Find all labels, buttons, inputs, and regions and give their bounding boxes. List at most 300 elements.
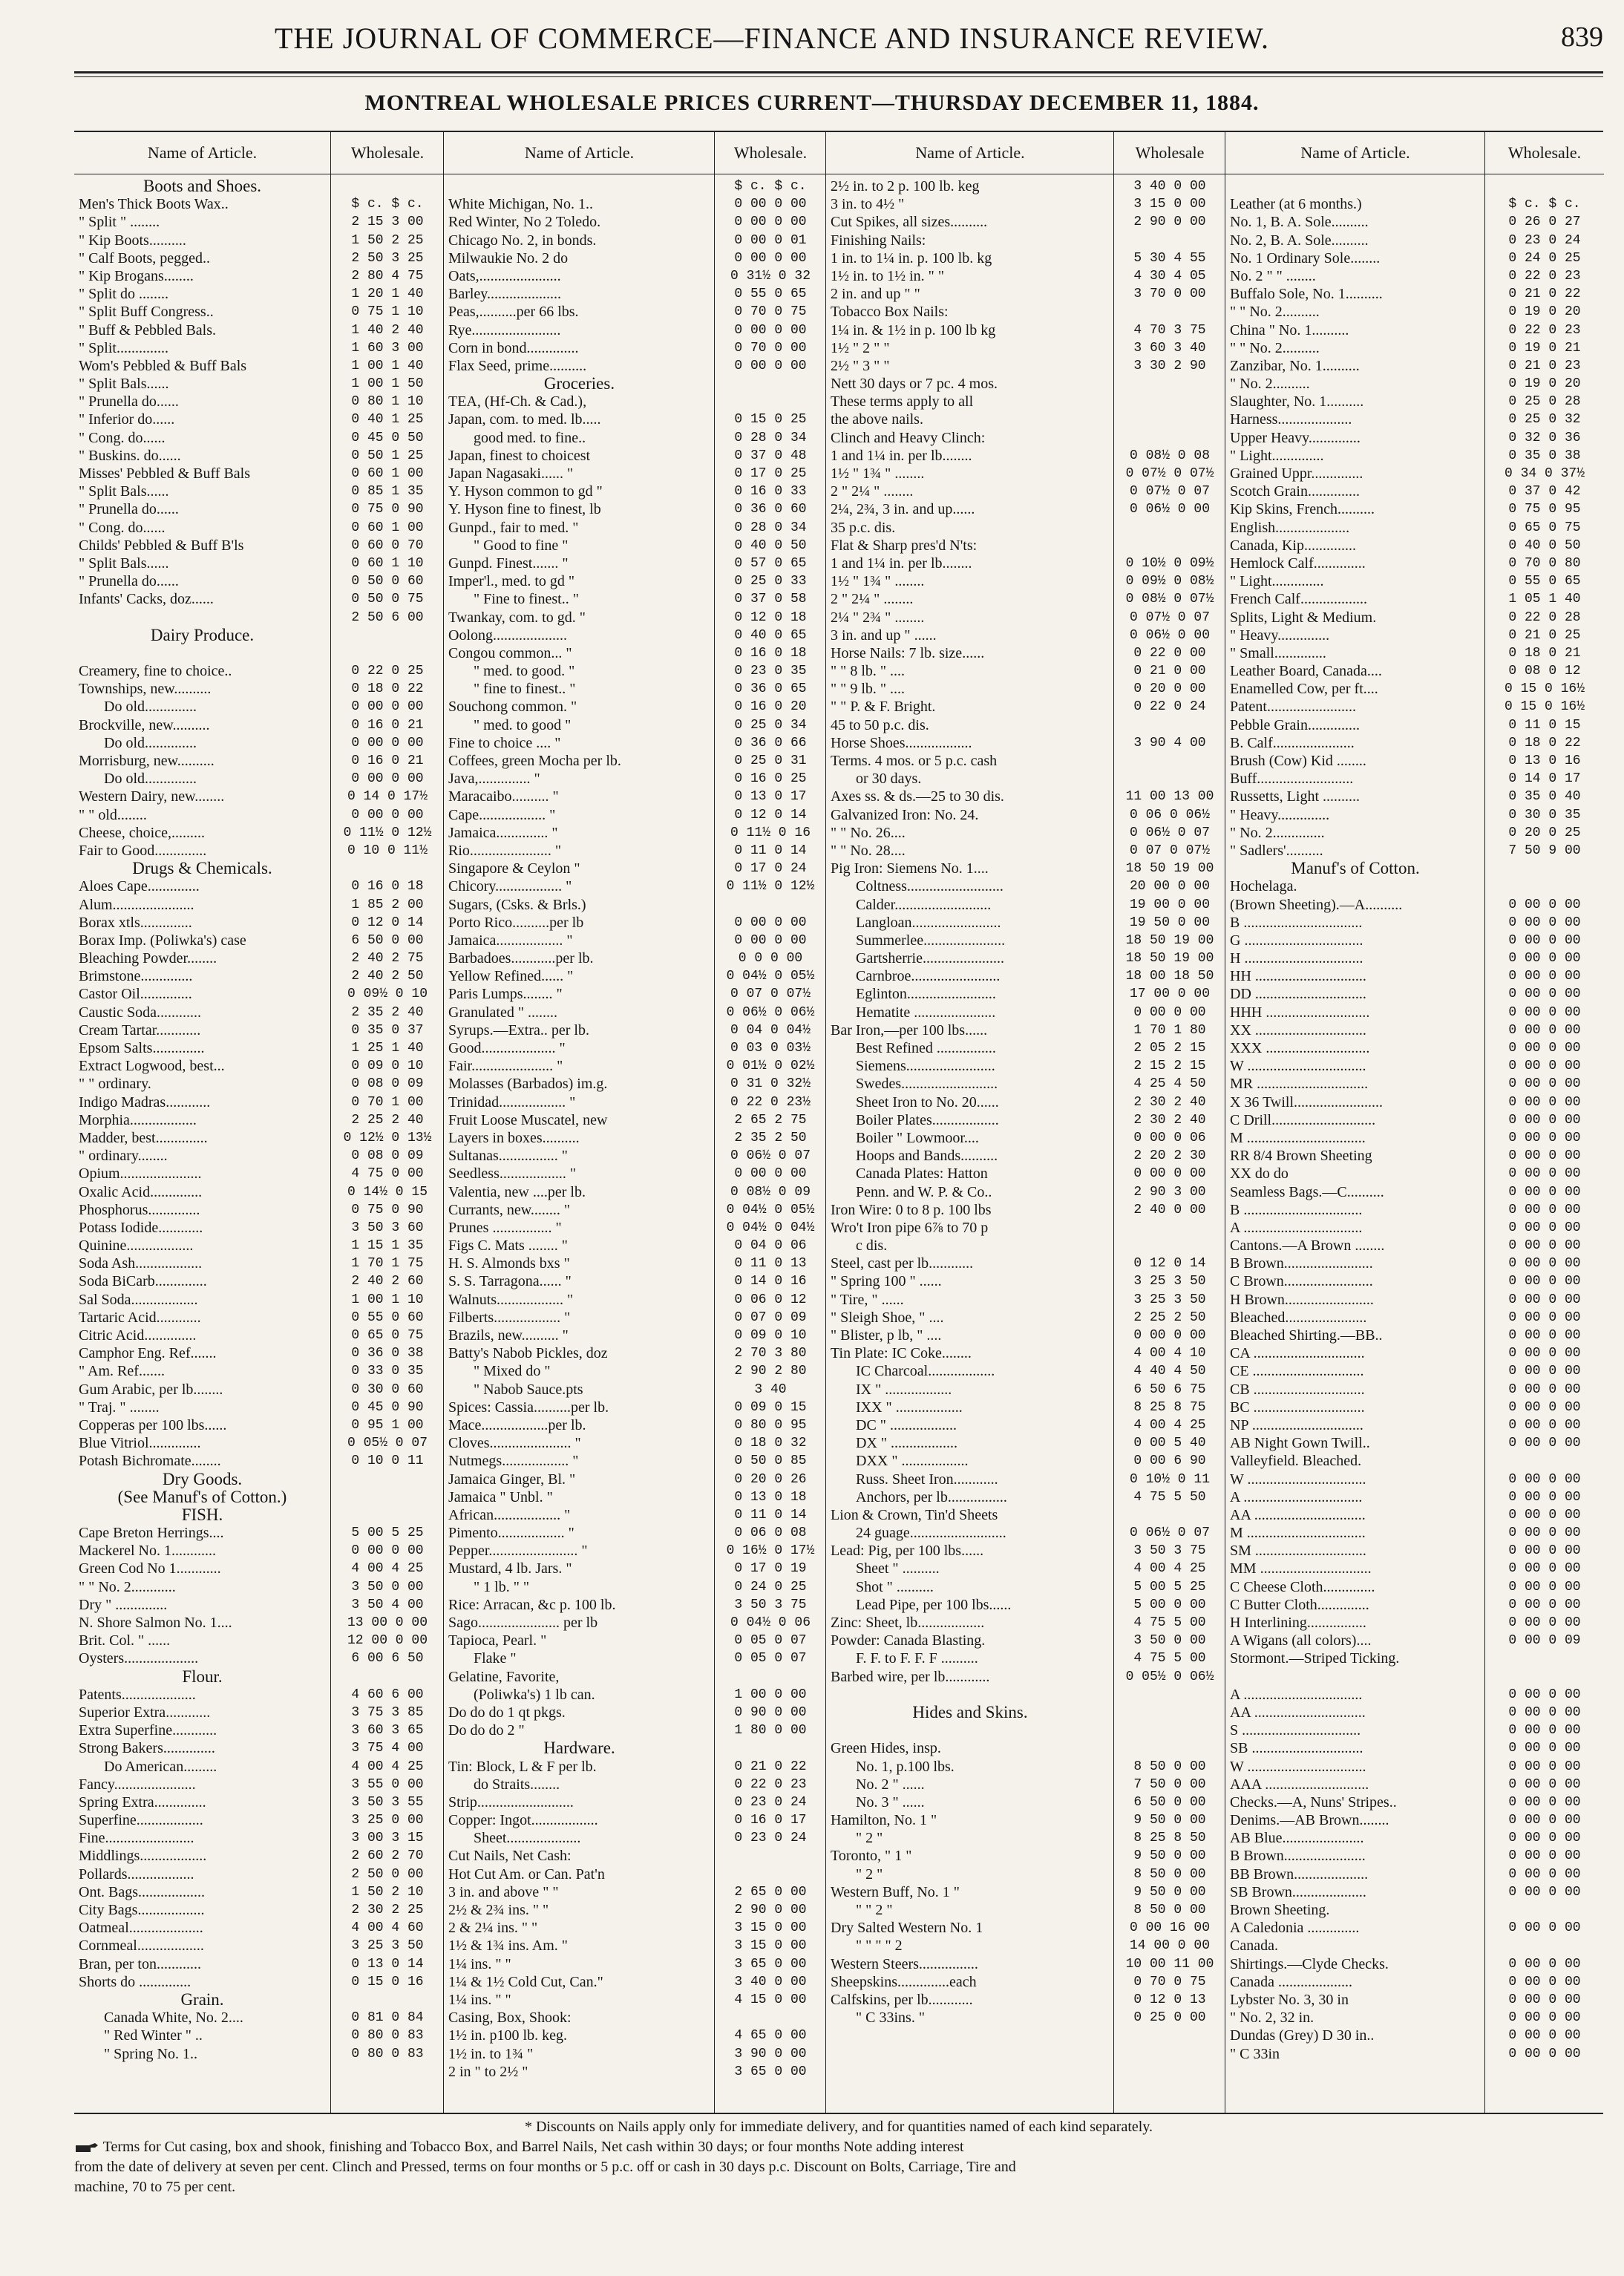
pointing-hand-icon (74, 2141, 99, 2154)
page-header (0, 21, 1624, 65)
wholesale-price: 2 40 2 60 (351, 1274, 424, 1289)
article-name-header: Name of Article. (74, 132, 330, 174)
article-name: Prunes ................ " (448, 1219, 562, 1236)
wholesale-price (715, 1865, 826, 1883)
wholesale-price: 3 90 0 00 (734, 2046, 807, 2061)
wholesale-price: 0 25 0 28 (1508, 394, 1581, 410)
article-name: Stormont.—Striped Ticking. (1230, 1650, 1400, 1667)
wholesale-price: 0 00 0 00 (1508, 1615, 1581, 1630)
article-name: Morrisburg, new.......... (79, 753, 215, 769)
article-name: Langloan........................ (856, 914, 1001, 931)
article-name: " Small.............. (1230, 644, 1326, 661)
article-name: " 2 " (856, 1830, 883, 1847)
article-name: Aloes Cape.............. (79, 878, 200, 895)
article-name: Souchong common. " (448, 699, 577, 716)
wholesale-price: 0 00 0 00 (1508, 1436, 1581, 1451)
article-name: G ................................ (1230, 932, 1363, 949)
wholesale-price (715, 393, 826, 411)
wholesale-price (331, 1506, 444, 1524)
article-name: Morphia.................. (79, 1111, 197, 1128)
wholesale-price: 18 50 19 00 (1125, 951, 1214, 967)
article-name: " Nabob Sauce.pts (474, 1381, 583, 1398)
article-name: A ................................ (1230, 1488, 1363, 1505)
wholesale-price: 0 00 0 00 (351, 699, 424, 715)
wholesale-price: 0 06½ 0 07 (730, 1148, 811, 1164)
article-name: Quinine.................. (79, 1237, 194, 1255)
wholesale-price: 0 00 0 00 (734, 197, 807, 212)
article-name: Iron Wire: 0 to 8 p. 100 lbs (831, 1201, 992, 1218)
section-heading: Dry Goods. (162, 1470, 243, 1488)
wholesale-price: 11 00 13 00 (1125, 789, 1214, 805)
article-name: 2 in " to 2½ " (448, 2063, 528, 2080)
wholesale-price: 0 70 0 80 (1508, 555, 1581, 571)
article-name: Potash Bichromate........ (79, 1453, 221, 1470)
wholesale-price: 3 30 2 90 (1133, 358, 1206, 373)
article-name: Figs C. Mats ........ " (448, 1237, 568, 1255)
wholesale-price: 0 25 0 32 (1508, 412, 1581, 428)
article-name: Walnuts.................. " (448, 1291, 574, 1308)
wholesale-price: 0 13 0 18 (734, 1489, 807, 1505)
wholesale-price: 0 00 0 00 (1508, 1525, 1581, 1541)
wholesale-price: 0 20 0 26 (734, 1471, 807, 1487)
article-name: 1½ " 1¾ " ........ (831, 573, 925, 590)
article-name: Syrups.—Extra.. per lb. (448, 1021, 589, 1039)
wholesale-price: 8 50 0 00 (1133, 1759, 1206, 1774)
wholesale-price: 0 36 0 66 (734, 735, 807, 751)
wholesale-price (1114, 752, 1225, 770)
article-name: A ................................ (1230, 1686, 1363, 1703)
wholesale-price (1485, 860, 1604, 877)
article-name: Opium...................... (79, 1165, 202, 1183)
article-name: Scotch Grain.............. (1230, 483, 1360, 500)
article-name: C Butter Cloth.............. (1230, 1596, 1369, 1613)
wholesale-price: 0 22 0 00 (1133, 645, 1206, 661)
article-name: W ................................ (1230, 1758, 1366, 1775)
article-name: 3 in. and above " " (448, 1883, 559, 1900)
wholesale-price: 0 04 0 06 (734, 1238, 807, 1254)
article-name: Nutmegs.................. " (448, 1453, 579, 1470)
article-name: Tartaric Acid............ (79, 1309, 201, 1326)
wholesale-price: 0 16 0 33 (734, 484, 807, 500)
wholesale-price: 0 37 0 58 (734, 592, 807, 607)
section-heading: Boots and Shoes. (143, 177, 262, 195)
wholesale-price: 0 08½ 0 09 (730, 1184, 811, 1200)
footnote-line-3: from the date of delivery at seven per cent. Clinch and Pressed, terms on four months or 5 p.c. off or cash in 30 days p.c. Discount on Bolts, Carriage, Tire and (74, 2159, 1016, 2175)
article-name: 1½ in. to 1½ in. " " (831, 267, 944, 284)
wholesale-price: 0 18 0 22 (1508, 735, 1581, 751)
page-number: 839 (1561, 22, 1603, 53)
wholesale-price: 0 00 0 00 (1508, 1507, 1581, 1523)
wholesale-price: 0 45 0 90 (351, 1399, 424, 1415)
wholesale-price: 0 00 0 00 (1508, 951, 1581, 967)
wholesale-price: 0 07 0 09 (734, 1309, 807, 1325)
wholesale-price: 5 00 5 25 (1133, 1579, 1206, 1595)
wholesale-price: 0 00 0 00 (1133, 1004, 1206, 1020)
wholesale-price: 2 90 3 00 (1133, 1184, 1206, 1200)
article-name: Bar Iron,—per 100 lbs...... (831, 1021, 988, 1039)
article-name: Sal Soda.................. (79, 1291, 198, 1308)
wholesale-price-column-1 (330, 132, 444, 2113)
wholesale-price: 0 65 0 75 (351, 1328, 424, 1343)
wholesale-price: 0 00 0 00 (734, 915, 807, 930)
article-name: 35 p.c. dis. (831, 519, 896, 536)
wholesale-price: 6 50 6 75 (1133, 1381, 1206, 1397)
wholesale-header: Wholesale. (1485, 132, 1604, 174)
wholesale-price: 0 13 0 16 (1508, 753, 1581, 768)
article-name: Tapioca, Pearl. " (448, 1632, 547, 1649)
article-name: 2¼ " 2¾ " ........ (831, 609, 925, 626)
wholesale-price: 0 17 0 24 (734, 861, 807, 877)
wholesale-price: 0 10½ 0 11 (1129, 1471, 1211, 1487)
wholesale-price: 0 00 0 00 (1508, 969, 1581, 984)
article-name: Middlings.................. (79, 1848, 207, 1865)
wholesale-price: 0 70 0 75 (1133, 1974, 1206, 1989)
article-name: Twankay, com. to gd. " (448, 609, 586, 626)
wholesale-price: 0 00 0 00 (1508, 1059, 1581, 1074)
wholesale-price: 0 36 0 38 (351, 1346, 424, 1361)
wholesale-price: 0 81 0 84 (351, 2010, 424, 2026)
footnote-line-2: Terms for Cut casing, box and shook, finishing and Tobacco Box, and Barrel Nails, Net cash within 30 days; or four months Note adding interest (102, 2139, 964, 2155)
article-name: " " 2 " (856, 1902, 893, 1918)
wholesale-price: 0 00 0 00 (1508, 1992, 1581, 2007)
wholesale-price (1114, 1721, 1225, 1739)
article-name: " 2 " (856, 1865, 883, 1883)
article-name: Kip Skins, French.......... (1230, 501, 1375, 518)
article-name: White Michigan, No. 1.. (448, 196, 593, 213)
article-name: Misses' Pebbled & Buff Bals (79, 465, 251, 482)
article-name: Russ. Sheet Iron............ (856, 1471, 998, 1488)
wholesale-price: 3 60 3 40 (1133, 340, 1206, 356)
article-name-header: Name of Article. (444, 132, 715, 174)
wholesale-price: 0 11 0 13 (734, 1256, 807, 1272)
wholesale-price: 0 00 0 00 (1508, 1687, 1581, 1702)
article-name: Soda BiCarb.............. (79, 1273, 207, 1290)
article-name: Brazils, new.......... " (448, 1327, 569, 1344)
wholesale-price: 0 09 0 15 (734, 1399, 807, 1415)
article-name: 2½ in. to 2 p. 100 lb. keg (831, 178, 980, 194)
article-name: AAA ............................ (1230, 1776, 1369, 1793)
article-name: Swedes.......................... (856, 1076, 998, 1093)
article-name: Do American......... (104, 1758, 217, 1775)
article-name: AA .............................. (1230, 1704, 1366, 1721)
article-name (1225, 1668, 1485, 1686)
article-name: Pebble Grain.............. (1230, 716, 1360, 733)
wholesale-price: 2 15 2 15 (1133, 1059, 1206, 1074)
wholesale-price: 0 00 6 90 (1133, 1453, 1206, 1469)
article-name: " " No. 2.......... (1230, 339, 1320, 356)
wholesale-price: 0 50 0 85 (734, 1453, 807, 1469)
wholesale-price: 0 00 0 00 (1508, 1328, 1581, 1343)
wholesale-price: 0 70 0 00 (734, 340, 807, 356)
wholesale-price: 3 50 4 00 (351, 1597, 424, 1612)
wholesale-price: 1 50 2 25 (351, 232, 424, 248)
article-name: 2 " 2¼ " ........ (831, 483, 914, 500)
article-name: AB Blue...................... (1230, 1830, 1364, 1847)
article-name: 1½ " 1¾ " ........ (831, 465, 925, 482)
article-name: " " No. 28.... (831, 842, 906, 859)
wholesale-price: 0 00 0 00 (1508, 1022, 1581, 1038)
wholesale-price: 1 00 0 00 (734, 1687, 807, 1702)
article-name: Do do do 1 qt pkgs. (448, 1704, 566, 1721)
article-name: Valleyfield. Bleached. (1230, 1453, 1362, 1470)
wholesale-price: 0 18 0 21 (1508, 645, 1581, 661)
wholesale-price: 0 06 0 12 (734, 1292, 807, 1307)
article-name: 24 guage.......................... (856, 1525, 1006, 1542)
wholesale-price: 2 50 0 00 (351, 1866, 424, 1882)
article-name: MR .............................. (1230, 1076, 1369, 1093)
wholesale-price: 0 24 0 25 (1508, 250, 1581, 266)
article-name: " 1 lb. " " (474, 1578, 530, 1595)
wholesale-price: 0 00 0 00 (1508, 1794, 1581, 1810)
wholesale-price: 0 10½ 0 09½ (1125, 555, 1214, 571)
article-name: " Spring 100 " ...... (831, 1273, 942, 1290)
article-name: Horse Shoes.................. (831, 734, 972, 751)
wholesale-price: 0 15 0 16½ (1504, 681, 1585, 697)
article-name: Y. Hyson fine to finest, lb (448, 501, 601, 518)
wholesale-price: 4 00 4 25 (1133, 1561, 1206, 1577)
wholesale-price (1114, 770, 1225, 788)
article-name (1225, 177, 1485, 195)
wholesale-price: 0 19 0 20 (1508, 304, 1581, 320)
article-name: Lion & Crown, Tin'd Sheets (831, 1506, 998, 1523)
article-name: " Light.............. (1230, 447, 1324, 464)
article-name: Copperas per 100 lbs...... (79, 1416, 227, 1433)
article-name: Brit. Col. " ...... (79, 1632, 171, 1649)
wholesale-price: 3 50 0 00 (351, 1579, 424, 1595)
article-name: " Sadlers'.......... (1230, 842, 1323, 859)
wholesale-price: 0 11 0 14 (734, 843, 807, 858)
wholesale-price: 1 00 1 40 (351, 358, 424, 373)
wholesale-price: 4 60 6 00 (351, 1687, 424, 1702)
wholesale-price: 0 07½ 0 07 (1129, 609, 1211, 625)
article-name: Seamless Bags.—C.......... (1230, 1183, 1384, 1200)
article-name: H. S. Almonds bxs " (448, 1255, 570, 1272)
wholesale-price: 0 10 0 11½ (347, 843, 428, 858)
article-name: Splits, Light & Medium. (1230, 609, 1377, 626)
wholesale-price: 0 00 0 00 (734, 215, 807, 230)
article-name: C Drill............................ (1230, 1111, 1376, 1128)
wholesale-price: 8 50 0 00 (1133, 1903, 1206, 1917)
wholesale-price: 0 07½ 0 07 (1129, 484, 1211, 500)
article-name: Tobacco Box Nails: (831, 304, 949, 321)
article-name: 2 " 2¼ " ........ (831, 591, 914, 608)
wholesale-price: 0 03 0 03½ (730, 1041, 811, 1056)
article-name: Bleached...................... (1230, 1309, 1367, 1326)
wholesale-price: 7 50 0 00 (1133, 1776, 1206, 1792)
wholesale-price: 1 25 1 40 (351, 1041, 424, 1056)
article-name: AB Night Gown Twill.. (1230, 1435, 1370, 1452)
article-name: Canada White, No. 2.... (104, 2010, 243, 2027)
wholesale-price: 4 75 5 00 (1133, 1651, 1206, 1667)
article-name: Strong Bakers.............. (79, 1740, 215, 1757)
wholesale-price: 0 08 0 12 (1508, 664, 1581, 679)
wholesale-price: 2 25 2 40 (351, 1112, 424, 1128)
wholesale-price: 0 80 0 83 (351, 2028, 424, 2044)
wholesale-price: 0 05½ 0 07 (347, 1436, 428, 1451)
wholesale-price: 0 00 0 00 (1508, 1166, 1581, 1182)
wholesale-price: 0 36 0 65 (734, 681, 807, 697)
article-name: Gum Arabic, per lb........ (79, 1381, 223, 1398)
wholesale-price: 0 37 0 42 (1508, 484, 1581, 500)
wholesale-price: 0 75 0 90 (351, 1202, 424, 1217)
wholesale-price: 4 00 4 25 (351, 1759, 424, 1774)
wholesale-price: 0 22 0 23 (1508, 322, 1581, 338)
article-name: Sugars, (Csks. & Brls.) (448, 896, 586, 913)
article-name: Molasses (Barbados) im.g. (448, 1076, 608, 1093)
wholesale-header: Wholesale (1114, 132, 1225, 174)
article-name: Red Winter, No 2 Toledo. (448, 214, 601, 231)
article-name: H ................................ (1230, 950, 1363, 967)
article-name: HHH ............................ (1230, 1004, 1370, 1021)
article-name: " ordinary........ (79, 1148, 168, 1165)
article-name: NP .............................. (1230, 1416, 1363, 1433)
article-name: " Sleigh Shoe, " .... (831, 1309, 944, 1326)
wholesale-price: 2 90 0 00 (1133, 215, 1206, 230)
wholesale-price: 0 06½ 0 07 (1129, 825, 1211, 840)
wholesale-price: 0 00 0 00 (1508, 1597, 1581, 1612)
article-name: Oolong.................... (448, 627, 567, 644)
article-name: Dry " .............. (79, 1596, 168, 1613)
wholesale-price: 0 00 0 00 (734, 322, 807, 338)
wholesale-price: 0 33 0 35 (351, 1364, 424, 1379)
wholesale-price: 0 31½ 0 32 (730, 268, 811, 284)
article-name: Valentia, new ....per lb. (448, 1183, 586, 1200)
wholesale-price: 0 25 0 33 (734, 574, 807, 589)
wholesale-price: 0 40 0 50 (1508, 537, 1581, 553)
wholesale-price: 0 60 1 10 (351, 555, 424, 571)
article-name: " Kip Brogans........ (79, 267, 194, 284)
article-name: 45 to 50 p.c. dis. (831, 716, 929, 733)
article-name: Blue Vitriol.............. (79, 1435, 201, 1452)
wholesale-price (715, 896, 826, 914)
article-name: DC " .................. (856, 1416, 957, 1433)
wholesale-price (331, 644, 444, 662)
article-name: Canada. (1230, 1937, 1278, 1955)
article-name: Currants, new........ " (448, 1201, 571, 1218)
wholesale-price: 0 20 0 25 (1508, 825, 1581, 840)
wholesale-price (1114, 1237, 1225, 1255)
article-name: Fair to Good.............. (79, 842, 207, 859)
article-name: B Brown...................... (1230, 1848, 1366, 1865)
wholesale-price: 0 00 0 00 (1508, 1292, 1581, 1307)
wholesale-price: 0 17 0 25 (734, 466, 807, 481)
article-name: Grained Uppr.............. (1230, 465, 1363, 482)
wholesale-price: 1 70 1 80 (1133, 1022, 1206, 1038)
article-name: SB .............................. (1230, 1740, 1363, 1757)
wholesale-price: 0 35 0 37 (351, 1022, 424, 1038)
article-name: Soda Ash.................. (79, 1255, 203, 1272)
article-name: Epsom Salts.............. (79, 1040, 205, 1056)
article-name: Barbed wire, per lb............ (831, 1668, 990, 1685)
article-name: Mustard, 4 lb. Jars. " (448, 1560, 572, 1577)
wholesale-price: 4 65 0 00 (734, 2028, 807, 2044)
article-name: Pig Iron: Siemens No. 1.... (831, 860, 989, 877)
wholesale-price: 5 30 4 55 (1133, 250, 1206, 266)
article-name: Rye........................ (448, 321, 561, 339)
article-name: " Mixed do " (474, 1363, 551, 1380)
article-name: " Split " ........ (79, 214, 160, 231)
article-name: 2½ " 3 " " (831, 357, 890, 374)
article-name: Bran, per ton............ (79, 1955, 201, 1972)
article-name: Paris Lumps........ " (448, 986, 563, 1003)
wholesale-price: 3 40 0 00 (1133, 179, 1206, 194)
article-name: " Kip Boots.......... (79, 232, 186, 249)
wholesale-price (1114, 1739, 1225, 1757)
wholesale-price: 0 00 0 00 (1508, 1041, 1581, 1056)
article-name: XXX ............................ (1230, 1040, 1370, 1056)
wholesale-price (331, 1488, 444, 1506)
article-name: Citric Acid.............. (79, 1327, 197, 1344)
wholesale-price: 0 16½ 0 17½ (726, 1543, 815, 1559)
article-name: Camphor Eng. Ref....... (79, 1345, 217, 1362)
wholesale-price: 0 06½ 0 00 (1129, 627, 1211, 643)
wholesale-price: 6 00 6 50 (351, 1651, 424, 1667)
article-name: c dis. (856, 1237, 888, 1255)
article-name: Gartsherrie...................... (856, 950, 1004, 967)
wholesale-price: 0 16 0 17 (734, 1813, 807, 1828)
article-name: Zinc: Sheet, lb.................. (831, 1615, 985, 1631)
wholesale-price: 3 25 3 50 (1133, 1274, 1206, 1289)
article-name: Sheet Iron to No. 20...... (856, 1093, 999, 1111)
wholesale-price: 0 00 0 00 (1508, 1956, 1581, 1972)
article-name: do Straits........ (474, 1776, 560, 1793)
article-name: C Brown........................ (1230, 1273, 1373, 1290)
wholesale-price: 0 00 0 00 (1508, 1148, 1581, 1164)
article-name: Do old.............. (104, 734, 197, 751)
article-name: Boiler " Lowmoor.... (856, 1129, 979, 1146)
article-name: " Buskins. do...... (79, 447, 181, 464)
wholesale-price: 0 09½ 0 08½ (1125, 574, 1214, 589)
article-name: Flake " (474, 1650, 517, 1667)
article-name: " Spring No. 1.. (104, 2045, 197, 2062)
article-name: Summerlee...................... (856, 932, 1006, 949)
wholesale-price: 8 25 8 75 (1133, 1399, 1206, 1415)
article-name: " Fine to finest.. " (474, 591, 579, 608)
wholesale-price: 0 00 0 00 (1508, 932, 1581, 948)
wholesale-price: 2 40 0 00 (1133, 1202, 1206, 1217)
section-heading: Grain. (180, 1990, 224, 2009)
wholesale-price: 0 00 0 00 (1508, 1202, 1581, 1217)
article-name: Jamaica.............. " (448, 824, 558, 841)
article-name: Cloves...................... " (448, 1435, 581, 1452)
article-name: Slaughter, No. 1.......... (1230, 393, 1364, 411)
wholesale-price: 0 00 0 00 (1508, 1813, 1581, 1828)
wholesale-price: 0 00 0 00 (351, 735, 424, 751)
wholesale-price: 0 00 0 00 (1508, 1884, 1581, 1900)
wholesale-price (715, 1847, 826, 1865)
wholesale-price (1114, 232, 1225, 249)
article-name: Horse Nails: 7 lb. size...... (831, 644, 985, 661)
wholesale-price: 0 30 0 60 (351, 1381, 424, 1397)
wholesale-price: 4 00 4 60 (351, 1920, 424, 1936)
article-name: Gunpd., fair to med. " (448, 519, 579, 536)
wholesale-price: 0 15 0 25 (734, 412, 807, 428)
article-name: " Traj. " ........ (79, 1399, 160, 1416)
article-name: Ont. Bags.................. (79, 1883, 205, 1900)
article-name: Terms. 4 mos. or 5 p.c. cash (831, 753, 998, 769)
article-name: Filberts.................. " (448, 1309, 571, 1326)
article-name: Pepper........................ " (448, 1543, 588, 1560)
section-heading: Hides and Skins. (912, 1703, 1028, 1721)
article-name: Townships, new.......... (79, 681, 212, 698)
article-name: Yellow Refined...... " (448, 968, 574, 985)
footnote-terms-line (74, 2137, 1603, 2157)
article-name: Green Hides, insp. (831, 1740, 941, 1757)
wholesale-price: 9 50 0 00 (1133, 1884, 1206, 1900)
wholesale-price: 9 50 0 00 (1133, 1813, 1206, 1828)
article-name: Cape Breton Herrings.... (79, 1525, 224, 1542)
wholesale-price (1114, 303, 1225, 321)
